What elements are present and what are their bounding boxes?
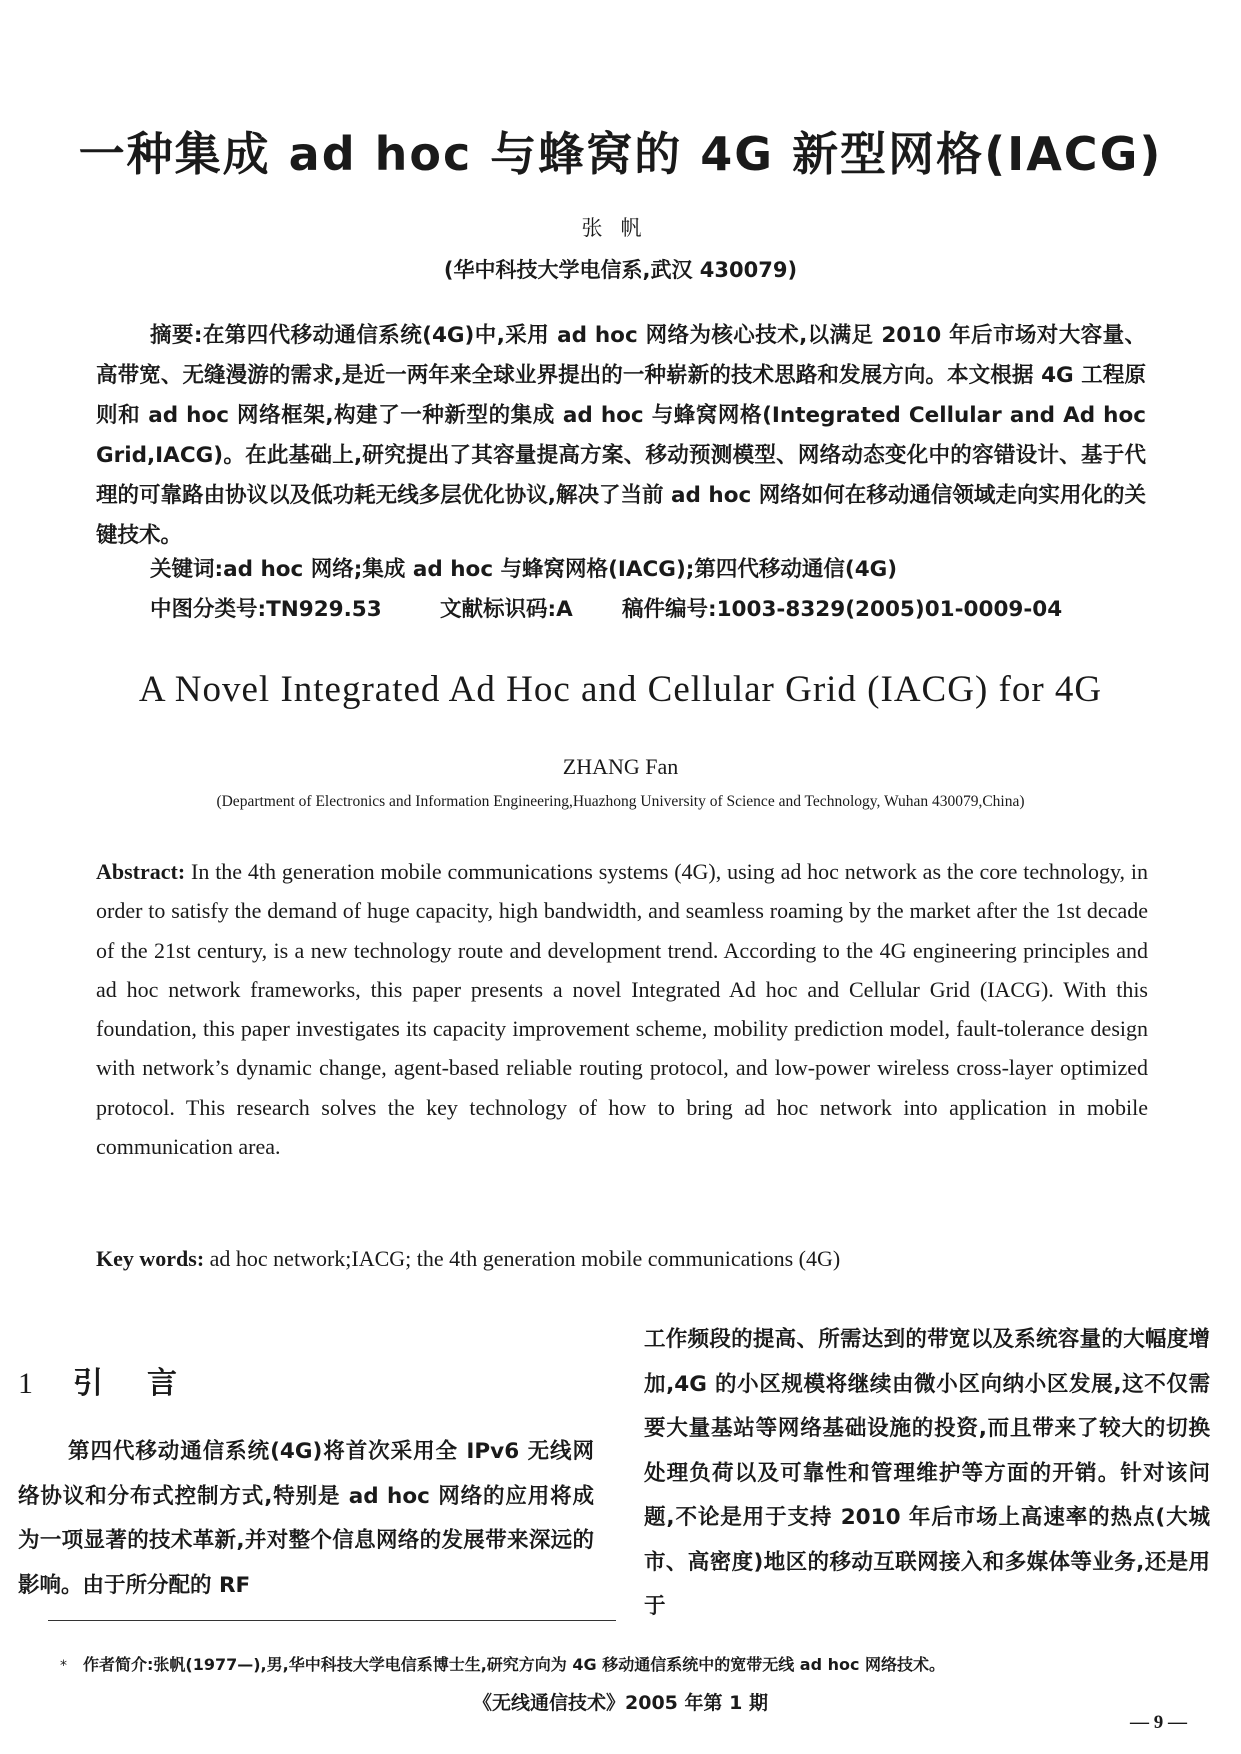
- footnote-mark: *: [60, 1658, 67, 1674]
- footnote-divider: [48, 1620, 616, 1621]
- page-number: — 9 —: [1130, 1712, 1187, 1733]
- clc-number: 中图分类号:TN929.53: [150, 597, 382, 622]
- footnote-text: 作者简介:张帆(1977—),男,华中科技大学电信系博士生,研究方向为 4G 移动通信系统中的宽带无线 ad hoc 网络技术。: [83, 1655, 946, 1674]
- article-id: 稿件编号:1003-8329(2005)01-0009-04: [622, 597, 1063, 622]
- abstract-en: [96, 852, 1148, 1166]
- section-heading: [18, 1358, 221, 1402]
- section-title: 引言: [73, 1366, 221, 1401]
- document-code: 文献标识码:A: [440, 597, 573, 622]
- paper-title-en: A Novel Integrated Ad Hoc and Cellular Grid (IACG) for 4G: [138, 669, 1103, 710]
- affiliation-cn: (华中科技大学电信系,武汉 430079): [443, 258, 798, 282]
- author-name-en: ZHANG Fan: [562, 754, 679, 779]
- section-number: 1: [18, 1367, 33, 1400]
- author-name-cn: 张帆: [581, 216, 660, 240]
- abstract-text: In the 4th generation mobile communications systems (4G), using ad hoc network as the core technology, in order to satisfy the demand of huge capacity, high bandwidth, and seamless roaming by the market after the 1st decade of the 21st century, is a new technology route and development trend. According to the 4G engineering principles and ad hoc network frameworks, this paper presents a novel Integrated Ad hoc and Cellular Grid (IACG). With this foundation, this paper investigates its capacity improvement scheme, mobility prediction model, fault-tolerance design with network’s dynamic change, agent-based reliable routing protocol, and low-power wireless cross-layer optimized protocol. This research solves the key technology of how to bring ad hoc network into application in mobile communication area.: [96, 859, 1148, 1160]
- keywords-en: [96, 1246, 1148, 1272]
- abstract-cn: 摘要:在第四代移动通信系统(4G)中,采用 ad hoc 网络为核心技术,以满足 2010 年后市场对大容量、高带宽、无缝漫游的需求,是近一两年来全球业界提出的一种崭新的技术思路和发展方向。本文根据 4G 工程原则和 ad hoc 网络框架,构建了一种新型的集成 ad hoc 与蜂窝网格(Integrated Cellular and Ad hoc Grid,IACG)。在此基础上,研究提出了其容量提高方案、移动预测模型、网络动态变化中的容错设计、基于代理的可靠路由协议以及低功耗无线多层优化协议,解决了当前 ad hoc 网络如何在移动通信领域走向实用化的关键技术。: [96, 323, 1146, 548]
- abstract-label: Abstract:: [96, 859, 186, 884]
- keywords-label: Key words:: [96, 1246, 205, 1271]
- keywords-cn: 关键词:ad hoc 网络;集成 ad hoc 与蜂窝网格(IACG);第四代移动通信(4G): [150, 557, 898, 582]
- footnote: [60, 1652, 1180, 1675]
- keywords-text: ad hoc network;IACG; the 4th generation mobile communications (4G): [204, 1246, 841, 1271]
- affiliation-en: (Department of Electronics and Information Engineering,Huazhong University of Science and Technology, Wuhan 430079,China): [216, 793, 1025, 810]
- intro-right-column: 工作频段的提高、所需达到的带宽以及系统容量的大幅度增加,4G 的小区规模将继续由微小区向纳小区发展,这不仅需要大量基站等网络基础设施的投资,而且带来了较大的切换处理负荷以及可靠性和管理维护等方面的开销。针对该问题,不论是用于支持 2010 年后市场上高速率的热点(大城市、高密度)地区的移动互联网接入和多媒体等业务,还是用于: [644, 1327, 1210, 1619]
- journal-citation: 《无线通信技术》2005 年第 1 期: [473, 1692, 768, 1714]
- intro-left-column: 第四代移动通信系统(4G)将首次采用全 IPv6 无线网络协议和分布式控制方式,特别是 ad hoc 网络的应用将成为一项显著的技术革新,并对整个信息网络的发展带来深远的影响。由于所分配的 RF: [18, 1439, 594, 1598]
- paper-title-cn: 一种集成 ad hoc 与蜂窝的 4G 新型网格(IACG): [78, 127, 1163, 181]
